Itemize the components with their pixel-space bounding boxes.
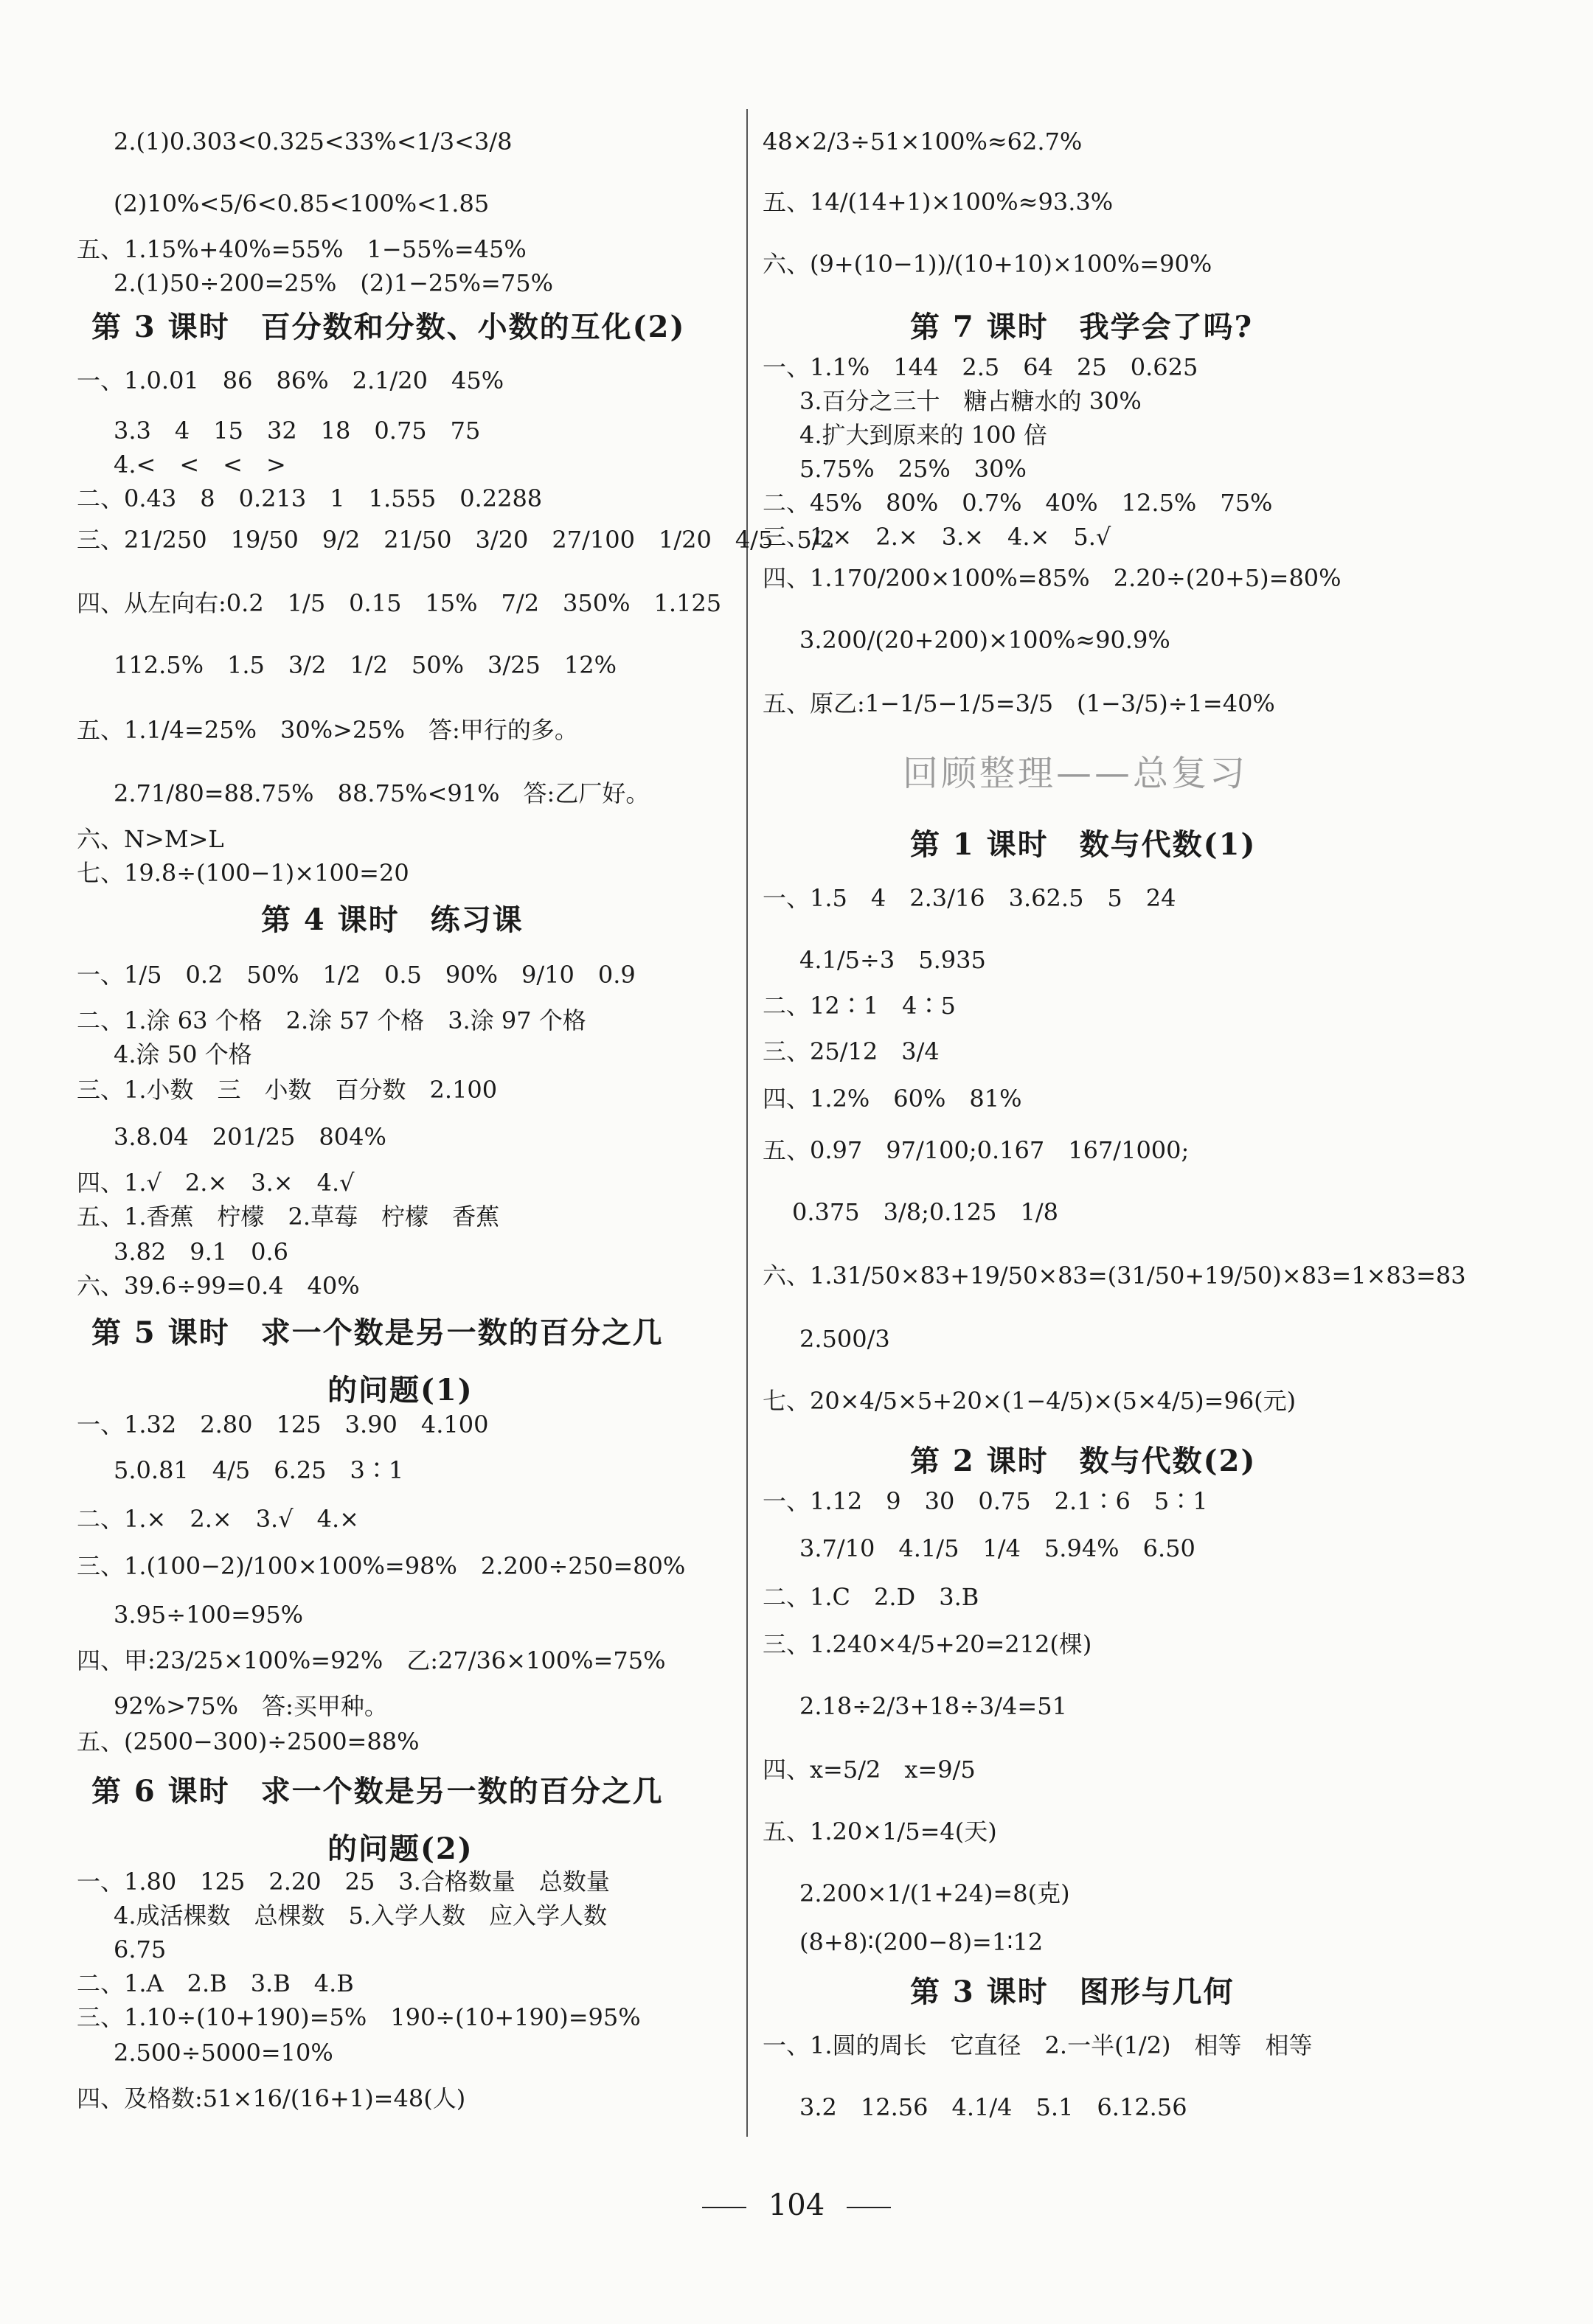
answer-line: 五、原乙:1−1/5−1/5=3/5 (1−3/5)÷1=40%: [763, 689, 1275, 717]
answer-line: 四、及格数:51×16/(16+1)=48(人): [77, 2084, 466, 2112]
answer-line: (8+8)∶(200−8)=1∶12: [799, 1928, 1044, 1956]
column-divider: [746, 109, 748, 2137]
answer-line: 一、1.圆的周长 它直径 2.一半(1/2) 相等 相等: [763, 2031, 1313, 2059]
answer-line: 四、从左向右:0.2 1/5 0.15 15% 7/2 350% 1.125: [77, 589, 722, 617]
answer-line: 2.18÷2/3+18÷3/4=51: [799, 1692, 1067, 1720]
answer-line: 三、1.(100−2)/100×100%=98% 2.200÷250=80%: [77, 1552, 686, 1580]
answer-line: 2.(1)0.303<0.325<33%<1/3<3/8: [114, 128, 513, 156]
answer-line: 3.82 9.1 0.6: [114, 1238, 289, 1266]
answer-line: 一、1.80 125 2.20 25 3.合格数量 总数量: [77, 1868, 610, 1896]
answer-line: 四、甲:23/25×100%=92% 乙:27/36×100%=75%: [77, 1646, 666, 1674]
answer-line: 五、1.香蕉 柠檬 2.草莓 柠檬 香蕉: [77, 1203, 500, 1231]
answer-line: 四、x=5/2 x=9/5: [763, 1756, 976, 1784]
answer-line: 七、20×4/5×5+20×(1−4/5)×(5×4/5)=96(元): [763, 1387, 1297, 1415]
page-number-text: 104: [768, 2188, 825, 2222]
page-number: [0, 2188, 1593, 2222]
answer-line: 5.75% 25% 30%: [799, 455, 1027, 483]
lesson-heading: 的问题(2): [327, 1831, 473, 1866]
answer-line: 112.5% 1.5 3/2 1/2 50% 3/25 12%: [114, 651, 617, 679]
answer-line: 四、1.2% 60% 81%: [763, 1085, 1022, 1113]
answer-line: 一、1.12 9 30 0.75 2.1∶6 5∶1: [763, 1487, 1208, 1515]
answer-line: 五、1.1/4=25% 30%>25% 答:甲行的多。: [77, 716, 578, 744]
answer-line: 5.0.81 4/5 6.25 3∶1: [114, 1456, 404, 1484]
lesson-heading: 第 3 课时 百分数和分数、小数的互化(2): [91, 310, 686, 344]
lesson-heading: 第 5 课时 求一个数是另一数的百分之几: [91, 1315, 664, 1350]
answer-line: 3.2 12.56 4.1/4 5.1 6.12.56: [799, 2093, 1187, 2121]
answer-line: 48×2/3÷51×100%≈62.7%: [763, 128, 1083, 156]
lesson-heading: 第 6 课时 求一个数是另一数的百分之几: [91, 1774, 664, 1809]
answer-line: 五、0.97 97/100;0.167 167/1000;: [763, 1136, 1190, 1164]
answer-line: 五、1.15%+40%=55% 1−55%=45%: [77, 235, 527, 263]
answer-line: 三、1.× 2.× 3.× 4.× 5.√: [763, 523, 1111, 551]
answer-line: 92%>75% 答:买甲种。: [114, 1692, 388, 1720]
answer-line: (2)10%<5/6<0.85<100%<1.85: [114, 189, 490, 218]
answer-line: 三、1.小数 三 小数 百分数 2.100: [77, 1076, 498, 1104]
answer-line: 六、39.6÷99=0.4 40%: [77, 1272, 360, 1300]
answer-line: 六、(9+(10−1))/(10+10)×100%=90%: [763, 250, 1212, 278]
answer-line: 二、1.涂 63 个格 2.涂 57 个格 3.涂 97 个格: [77, 1006, 586, 1034]
answer-line: 三、21/250 19/50 9/2 21/50 3/20 27/100 1/20 4/5 5/2: [77, 526, 835, 554]
answer-line: 4.涂 50 个格: [114, 1040, 252, 1068]
answer-line: 二、12∶1 4∶5: [763, 992, 956, 1020]
answer-line: 五、1.20×1/5=4(天): [763, 1817, 997, 1845]
answer-line: 一、1.0.01 86 86% 2.1/20 45%: [77, 366, 504, 394]
lesson-heading: 第 1 课时 数与代数(1): [910, 827, 1257, 862]
answer-line: 三、1.10÷(10+190)=5% 190÷(10+190)=95%: [77, 2003, 641, 2031]
answer-line: 2.(1)50÷200=25% (2)1−25%=75%: [114, 269, 553, 297]
answer-line: 0.375 3/8;0.125 1/8: [792, 1198, 1059, 1226]
answer-line: 4.扩大到原来的 100 倍: [799, 421, 1047, 449]
answer-line: 一、1.1% 144 2.5 64 25 0.625: [763, 353, 1198, 381]
answer-line: 四、1.170/200×100%=85% 2.20÷(20+5)=80%: [763, 564, 1342, 592]
answer-line: 3.7/10 4.1/5 1/4 5.94% 6.50: [799, 1534, 1195, 1562]
answer-line: 六、1.31/50×83+19/50×83=(31/50+19/50)×83=1×83=83: [763, 1262, 1466, 1290]
answer-line: 4.1/5÷3 5.935: [799, 946, 986, 974]
answer-line: 2.200×1/(1+24)=8(克): [799, 1879, 1070, 1907]
answer-line: 一、1.5 4 2.3/16 3.62.5 5 24: [763, 884, 1176, 912]
answer-line: 2.71/80=88.75% 88.75%<91% 答:乙厂好。: [114, 779, 650, 807]
answer-line: 七、19.8÷(100−1)×100=20: [77, 859, 409, 887]
lesson-heading: 的问题(1): [327, 1373, 473, 1408]
answer-line: 一、1.32 2.80 125 3.90 4.100: [77, 1410, 489, 1438]
answer-line: 4.成活棵数 总棵数 5.入学人数 应入学人数: [114, 1902, 608, 1930]
answer-line: 二、1.× 2.× 3.√ 4.×: [77, 1505, 359, 1533]
answer-line: 3.3 4 15 32 18 0.75 75: [114, 417, 481, 445]
answer-line: 一、1/5 0.2 50% 1/2 0.5 90% 9/10 0.9: [77, 961, 636, 989]
answer-line: 2.500÷5000=10%: [114, 2039, 333, 2067]
lesson-heading: 第 7 课时 我学会了吗?: [910, 310, 1254, 344]
section-title: 回顾整理——总复习: [903, 753, 1249, 794]
answer-line: 五、14/(14+1)×100%≈93.3%: [763, 188, 1114, 216]
answer-line: 4.< < < >: [114, 450, 286, 479]
answer-line: 6.75: [114, 1935, 167, 1963]
answer-line: 四、1.√ 2.× 3.× 4.√: [77, 1169, 355, 1197]
answer-line: 三、1.240×4/5+20=212(棵): [763, 1630, 1092, 1658]
lesson-heading: 第 2 课时 数与代数(2): [910, 1444, 1257, 1478]
answer-line: 二、1.A 2.B 3.B 4.B: [77, 1969, 354, 1997]
answer-line: 3.200/(20+200)×100%≈90.9%: [799, 626, 1170, 654]
answer-line: 3.8.04 201/25 804%: [114, 1123, 386, 1151]
answer-line: 三、25/12 3/4: [763, 1037, 940, 1065]
answer-line: 六、N>M>L: [77, 825, 224, 853]
answer-line: 3.百分之三十 糖占糖水的 30%: [799, 387, 1142, 415]
answer-line: 3.95÷100=95%: [114, 1601, 304, 1629]
answer-line: 2.500/3: [799, 1325, 890, 1353]
answer-line: 二、0.43 8 0.213 1 1.555 0.2288: [77, 484, 543, 512]
answer-line: 五、(2500−300)÷2500=88%: [77, 1728, 420, 1756]
lesson-heading: 第 3 课时 图形与几何: [910, 1975, 1235, 2009]
answer-line: 二、1.C 2.D 3.B: [763, 1583, 979, 1611]
lesson-heading: 第 4 课时 练习课: [261, 902, 524, 937]
answer-line: 二、45% 80% 0.7% 40% 12.5% 75%: [763, 489, 1273, 517]
